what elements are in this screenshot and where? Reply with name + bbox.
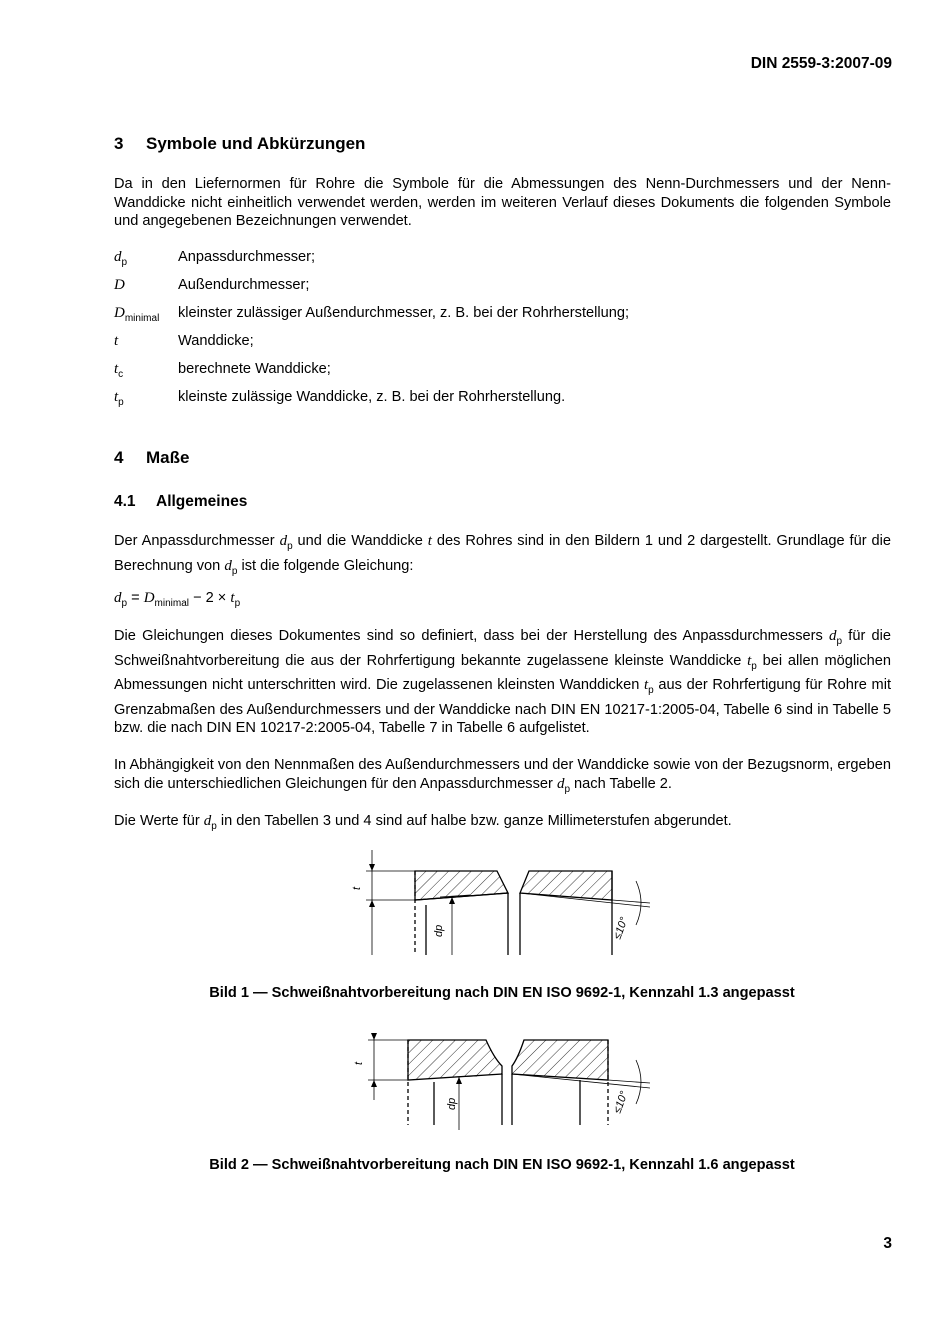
paragraph-abhaengigkeit: In Abhängigkeit von den Nennmaßen des Außendurchmessers und der Wanddicke sowie von der Bezugsnorm, ergeben sich die unterschiedlichen Gleichungen für den Anpassdurchmesser $d_p$ nach Tabelle 2. [114, 757, 891, 795]
label-t: t [351, 886, 363, 890]
section-number: 4.1 [114, 493, 136, 510]
symbol-description: Wanddicke; [178, 333, 254, 349]
label-dp: dp [446, 1097, 458, 1110]
section-3-intro: Da in den Liefernormen für Rohre die Symbole für die Abmessungen des Nenn-Durchmessers und der Nenn-Wanddicke nicht einheitlich verwendet werden, werden im weiteren Verlauf dieses Dokuments die folgenden Symbole und angegebenen Bezeichnungen verwendet. [114, 176, 891, 230]
symbol-description: Außendurchmesser; [178, 277, 310, 293]
symbol-description: berechnete Wanddicke; [178, 361, 331, 377]
document-id-header: DIN 2559-3:2007-09 [750, 55, 892, 72]
label-dp: dp [433, 924, 445, 937]
section-title: Allgemeines [156, 493, 248, 510]
symbol-row [114, 277, 891, 297]
figure-1-caption: Bild 1 — Schweißnahtvorbereitung nach DIN EN ISO 9692-1, Kennzahl 1.3 angepasst [209, 985, 795, 1001]
symbol-row [114, 249, 891, 269]
section-3-heading [114, 134, 365, 154]
symbol: $t_p$ [114, 389, 124, 408]
symbol-row [114, 333, 891, 353]
figure-1-drawing [350, 845, 650, 960]
label-angle: ≤10° [611, 1089, 631, 1116]
symbol-row [114, 361, 891, 381]
symbol: D [114, 277, 125, 293]
symbol: t [114, 333, 119, 349]
section-4-heading [114, 448, 189, 468]
formula: $d_p = D_{minimal} - 2 \times t_p$ [114, 590, 241, 609]
symbol-description: kleinste zulässige Wanddicke, z. B. bei der Rohrherstellung. [178, 389, 566, 405]
symbol-row [114, 305, 891, 325]
paragraph-werte: Die Werte für $d_p$ in den Tabellen 3 und 4 sind auf halbe bzw. ganze Millimeterstufen abgerundet. [114, 813, 732, 832]
section-title: Symbole und Abkürzungen [146, 134, 366, 153]
figure-2-drawing [352, 1030, 652, 1130]
section-4-1-heading [114, 493, 247, 511]
symbol-description: kleinster zulässiger Außendurchmesser, z. B. bei der Rohrherstellung; [178, 305, 630, 321]
symbol: $t_c$ [114, 361, 124, 380]
label-t: t [353, 1061, 365, 1065]
section-title: Maße [146, 448, 190, 467]
section-number: 3 [114, 134, 124, 153]
paragraph-gleichungen: Die Gleichungen dieses Dokumentes sind so definiert, dass bei der Herstellung des Anpassdurchmessers $d_p$ für die Schweißnahtvorbereitung die aus der Rohrfertigung bekannte zugelassene kleinste Wanddicke $t_p$ bei allen möglichen Abmessungen nicht unterschritten wird. Die zugelassenen kleinsten Wanddicken $t_p$ aus der Rohrfertigung für Rohre mit Grenzabmaßen des Außendurchmessers und der Wanddicke nach DIN EN 10217-1:2005-04, Tabelle 6 sind in Tabelle 5 bzw. die nach DIN EN 10217-2:2005-04, Tabelle 7 in Tabelle 6 aufgelistet. [114, 628, 891, 737]
symbol-description: Anpassdurchmesser; [178, 249, 316, 265]
label-angle: ≤10° [611, 915, 631, 942]
section-number: 4 [114, 448, 124, 467]
paragraph-anpassdurchmesser: Der Anpassdurchmesser $d_p$ und die Wanddicke t des Rohres sind in den Bildern 1 und 2 dargestellt. Grundlage für die Berechnung von $d_p$ ist die folgende Gleichung: [114, 533, 891, 577]
figure-2-caption: Bild 2 — Schweißnahtvorbereitung nach DIN EN ISO 9692-1, Kennzahl 1.6 angepasst [209, 1157, 795, 1173]
symbol: $D_{minimal}$ [114, 305, 160, 324]
symbol: $d_p$ [114, 249, 128, 268]
symbol-row [114, 389, 891, 409]
page-number: 3 [883, 1235, 892, 1252]
